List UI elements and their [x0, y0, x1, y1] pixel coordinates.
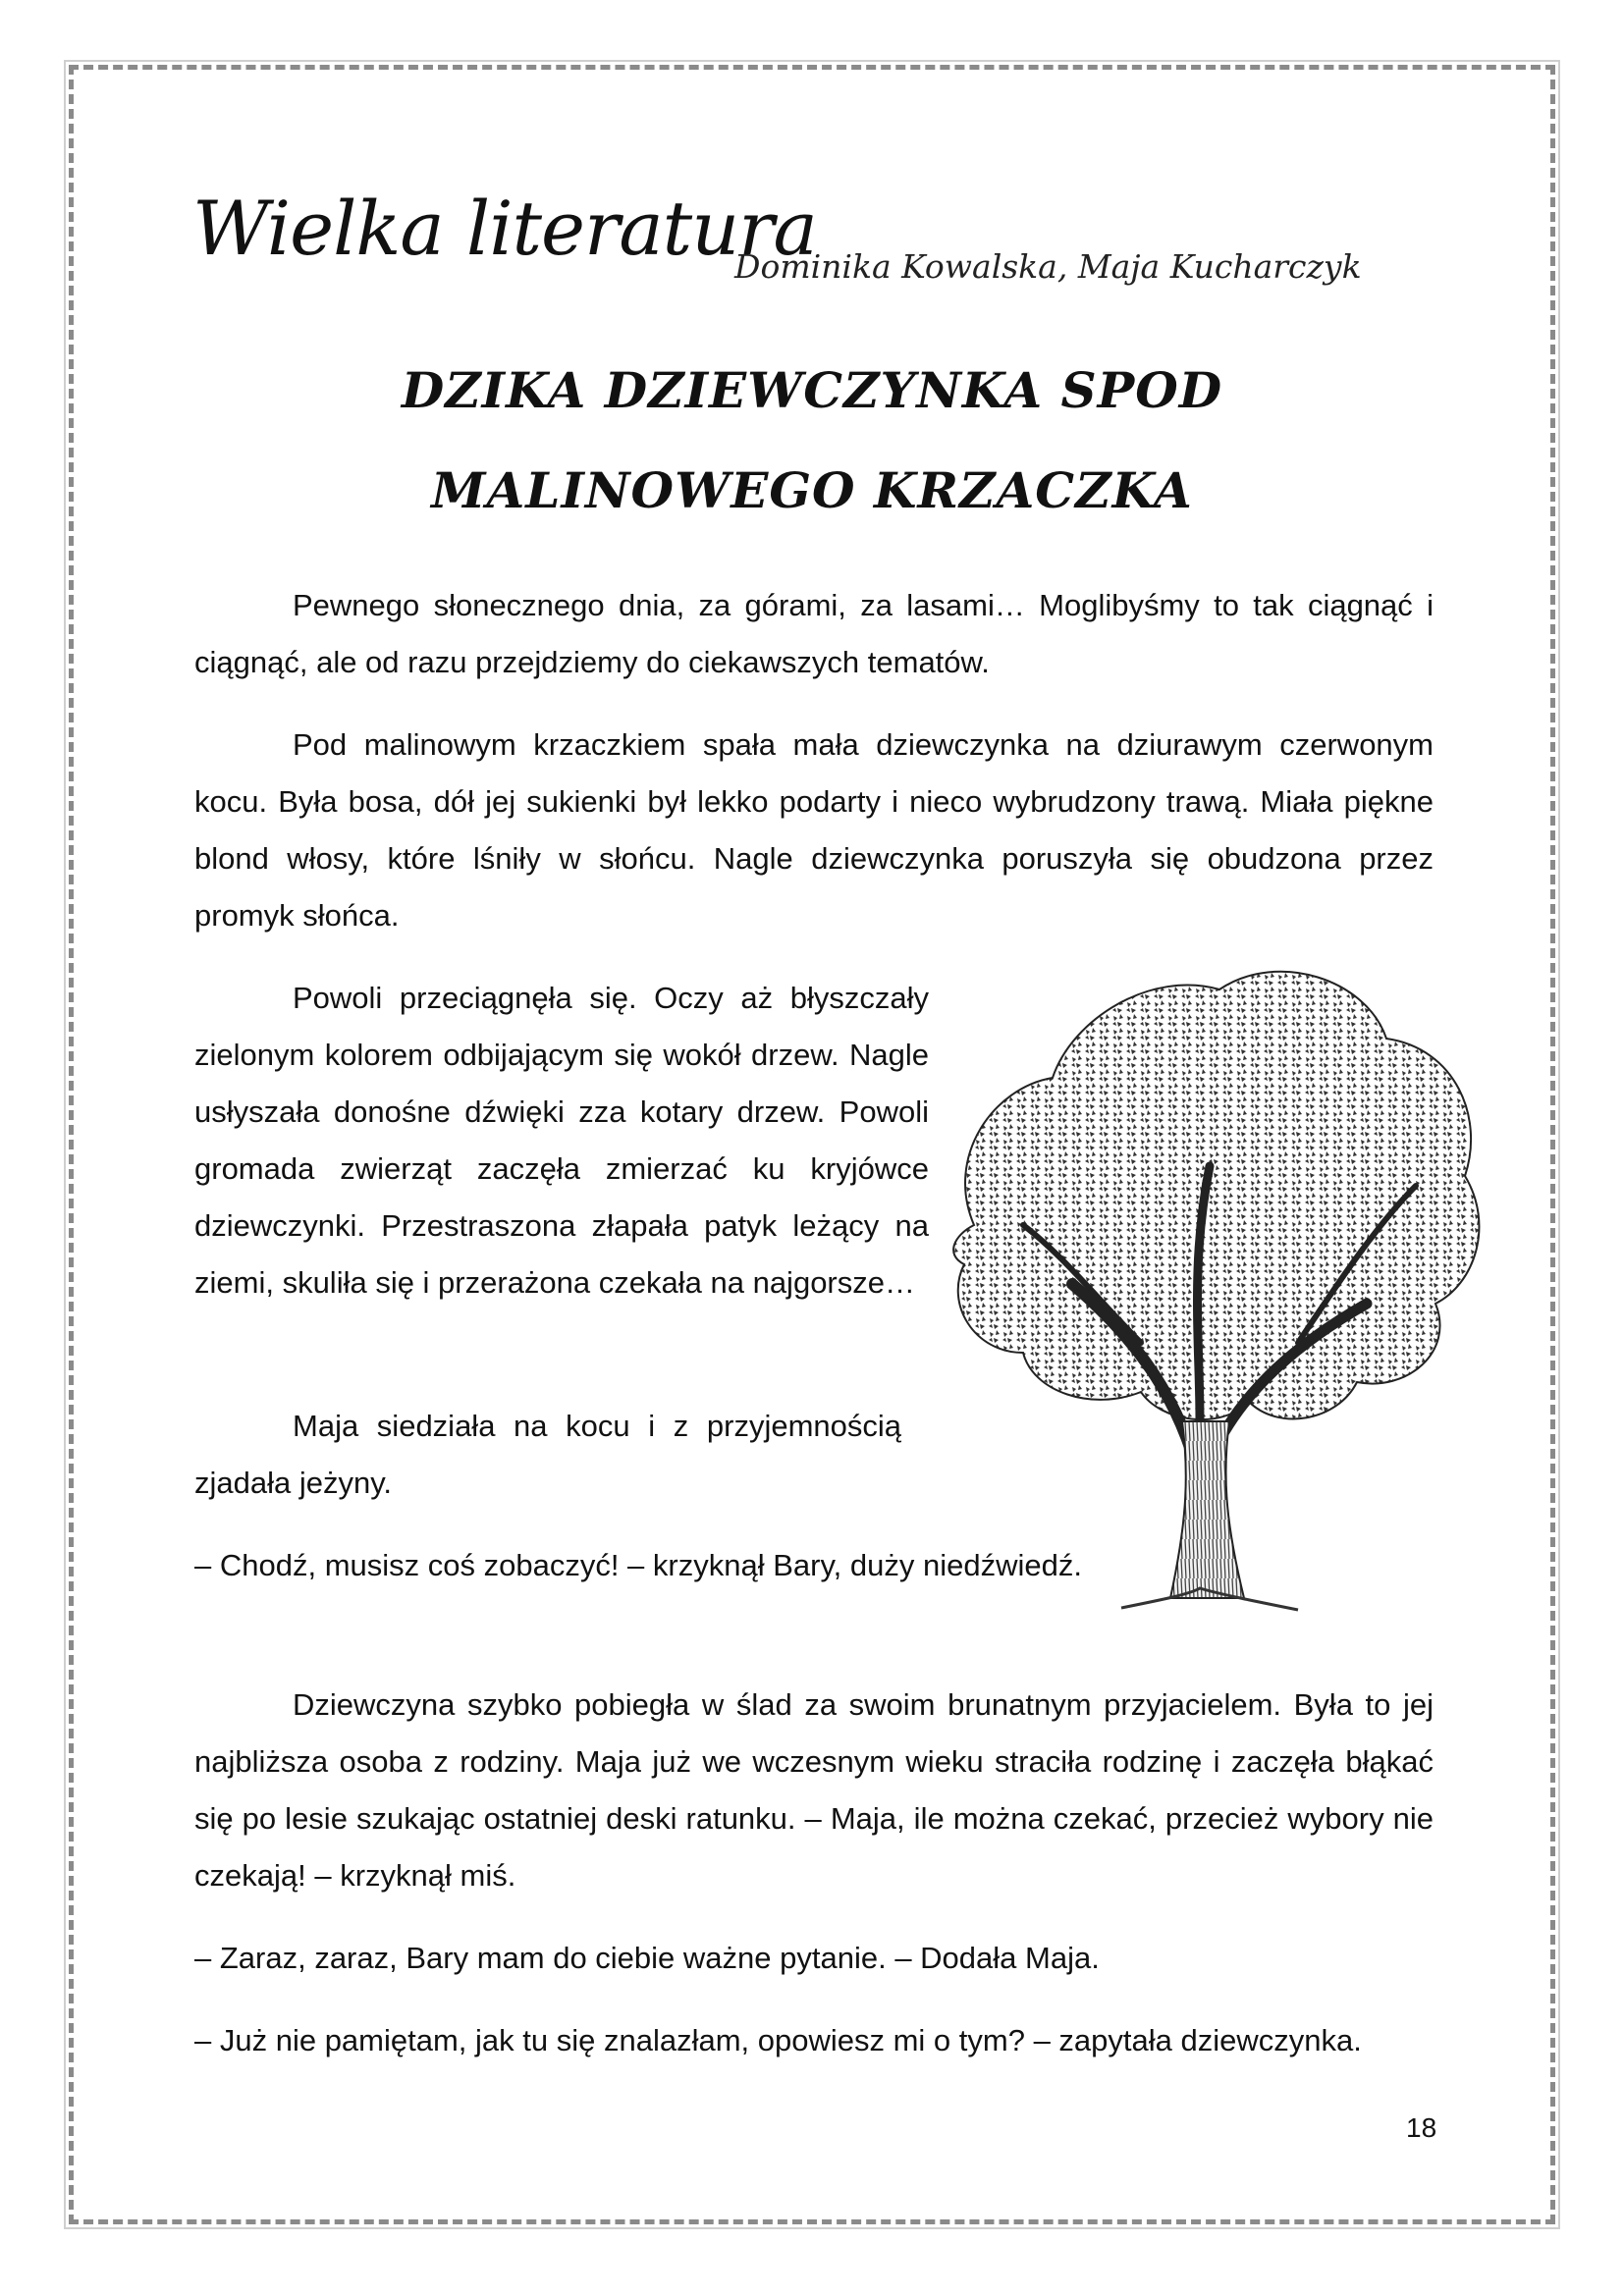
tree-trunk: [1121, 1421, 1298, 1610]
paragraph-3: Powoli przeciągnęła się. Oczy aż błyszczały zielonym kolorem odbijającym się wokół drzew. Nagle usłyszała donośne dźwięki zza kotary drzew. Powoli gromada zwierząt zaczęła zmierzać ku kryjówce dziewczynki. Przestraszona złapała patyk leżący na ziemi, skuliła się i przerażona czekała na najgorsze…: [194, 981, 929, 1300]
publication-brand: Wielka literatura: [192, 185, 817, 272]
article-title-line-1: DZIKA DZIEWCZYNKA SPOD: [401, 361, 1223, 419]
paragraph-1: Pewnego słonecznego dnia, za górami, za lasami… Moglibyśmy to tak ciągnąć i ciągnąć, ale od razu przejdziemy do ciekawszych tematów.: [194, 588, 1434, 679]
paragraph-6: Dziewczyna szybko pobiegła w ślad za swoim brunatnym przyjacielem. Była to jej najbliższa osoba z rodziny. Maja już we wczesnym wieku straciła rodzinę i zaczęła błąkać się po lesie szukając ostatniej deski ratunku. – Maja, ile można czekać, przecież wybory nie czekają! – krzyknął miś.: [194, 1687, 1434, 1893]
paragraph-7: – Zaraz, zaraz, Bary mam do ciebie ważne pytanie. – Dodała Maja.: [194, 1941, 1100, 1975]
paragraph-8: – Już nie pamiętam, jak tu się znalazłam, opowiesz mi o tym? – zapytała dziewczynka.: [194, 2023, 1362, 2057]
tree-canopy: [953, 972, 1479, 1419]
tree-illustration: [905, 931, 1494, 1618]
page-number: 18: [1406, 2112, 1437, 2143]
paragraph-4: Maja siedziała na kocu i z przyjemnością zjadała jeżyny.: [194, 1409, 901, 1500]
article-authors: Dominika Kowalska, Maja Kucharczyk: [734, 247, 1362, 286]
paragraph-5: – Chodź, musisz coś zobaczyć! – krzyknął Bary, duży niedźwiedź.: [194, 1548, 1082, 1582]
paragraph-2: Pod malinowym krzaczkiem spała mała dziewczynka na dziurawym czerwonym kocu. Była bosa, dół jej sukienki był lekko podarty i nieco wybrudzony trawą. Miała piękne blond włosy, które lśniły w słońcu. Nagle dziewczynka poruszyła się obudzona przez promyk słońca.: [194, 727, 1434, 933]
article-title-line-2: MALINOWEGO KRZACZKA: [431, 461, 1193, 519]
